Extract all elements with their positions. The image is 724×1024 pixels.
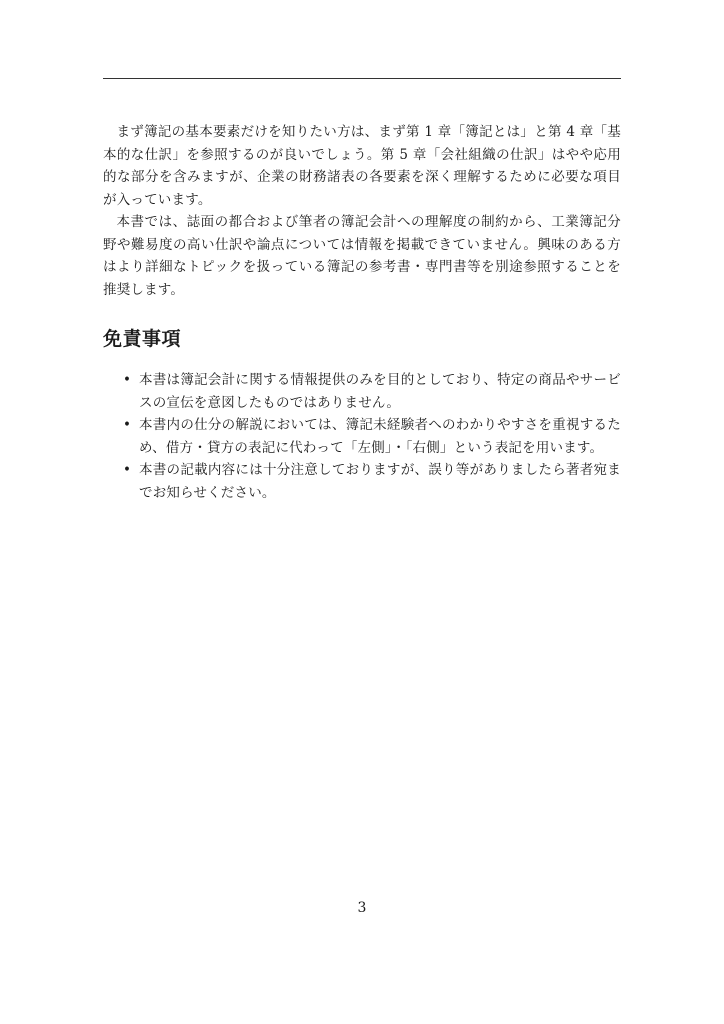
- disclaimer-item: [103, 369, 621, 414]
- page-number: 3: [357, 900, 367, 916]
- disclaimer-item-text: 本書内の仕分の解説においては、簿記未経験者へのわかりやすさを重視するため、借方・貸方の表記に代わって「左側」・「右側」という表記を用います。: [139, 417, 621, 456]
- bullet-icon: •: [123, 372, 132, 388]
- disclaimer-heading: 免責事項: [103, 328, 182, 350]
- body-paragraph-1: まず簿記の基本要素だけを知りたい方は、まず第 1 章「簿記とは」と第 4 章「基本的な仕訳」を参照するのが良いでしょう。第 5 章「会社組織の仕訳」はやや応用的な部分を含みますが、企業の財務諸表の各要素を深く理解するために必要な項目が入っています。: [103, 124, 621, 208]
- disclaimer-list: [103, 369, 621, 504]
- disclaimer-item-text: 本書は簿記会計に関する情報提供のみを目的としており、特定の商品やサービスの宣伝を意図したものではありません。: [139, 372, 621, 411]
- disclaimer-item: [103, 459, 621, 504]
- header-rule: [103, 78, 621, 79]
- bullet-icon: •: [123, 417, 132, 433]
- bullet-icon: •: [123, 462, 132, 478]
- page-content: [103, 121, 621, 504]
- body-paragraph-2: 本書では、誌面の都合および筆者の簿記会計への理解度の制約から、工業簿記分野や難易度の高い仕訳や論点については情報を掲載できていません。興味のある方はより詳細なトピックを扱っている簿記の参考書・専門書等を別途参照することを推奨します。: [103, 214, 621, 298]
- disclaimer-item-text: 本書の記載内容には十分注意しておりますが、誤り等がありましたら著者宛までお知らせください。: [139, 462, 621, 501]
- disclaimer-item: [103, 414, 621, 459]
